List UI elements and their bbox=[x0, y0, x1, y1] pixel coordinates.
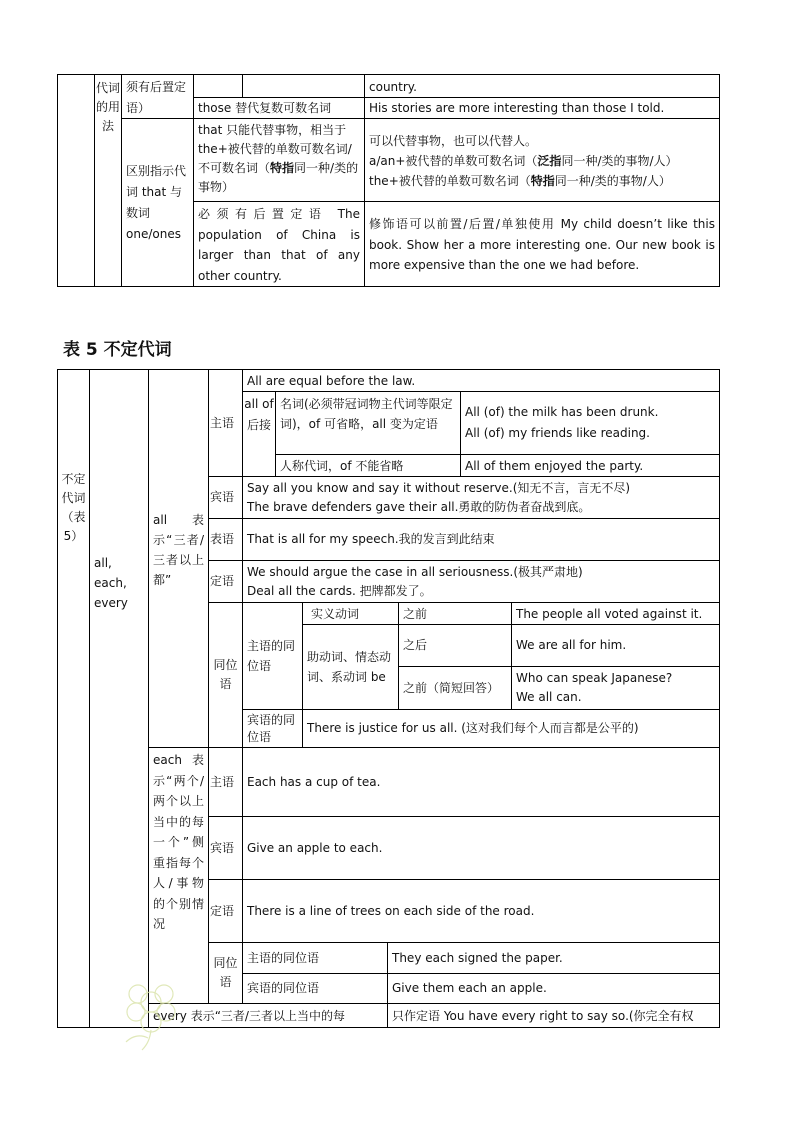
each-subject-label: 主语 bbox=[208, 747, 243, 817]
distinguish-label: 区别指示代词 that 与数词 one/ones bbox=[121, 118, 194, 287]
pronoun-example: All of them enjoyed the party. bbox=[460, 454, 720, 477]
after-label: 之后 bbox=[398, 624, 512, 667]
japanese-example: Who can speak Japanese? We all can. bbox=[511, 666, 720, 710]
all-each-every-label: all, each, every bbox=[89, 369, 149, 1028]
empty-cell bbox=[193, 74, 243, 98]
all-description: all 表示“三者/三者以上都” bbox=[148, 369, 209, 748]
justice-example: There is justice for us all. (这对我们每个人而言都是公平的) bbox=[302, 709, 720, 748]
blank-left-column bbox=[57, 74, 95, 287]
one-usage: 可以代替事物，也可以代替人。 a/an+被代替的单数可数名词（泛指同一种/类的事物/人） the+被代替的单数可数名词（特指同一种/类的事物/人） bbox=[364, 118, 720, 202]
before-short-label: 之前（简短回答） bbox=[398, 666, 512, 710]
pronoun-rule: 人称代词，of 不能省略 bbox=[275, 454, 461, 477]
noun-rule: 名词(必须带冠词物主代词等限定词)，of 可省略，all 变为定语 bbox=[275, 391, 461, 455]
for-him-example: We are all for him. bbox=[511, 624, 720, 667]
those-usage: those 替代复数可数名词 bbox=[193, 97, 365, 119]
each-subject-example: Each has a cup of tea. bbox=[242, 747, 720, 817]
each-object-label: 宾语 bbox=[208, 816, 243, 880]
all-attributive-examples: We should argue the case in all seriousness.(极其严肃地) Deal all the cards. 把牌都发了。 bbox=[242, 560, 720, 603]
every-description: every 表示“三者/三者以上当中的每 bbox=[148, 1003, 388, 1028]
each-object-appositive-label: 宾语的同位语 bbox=[242, 973, 388, 1004]
before-label: 之前 bbox=[398, 602, 512, 625]
subject-appositive-label: 主语的同位语 bbox=[242, 602, 303, 710]
all-appositive-label: 同位语 bbox=[208, 602, 243, 748]
each-object-example: Give an apple to each. bbox=[242, 816, 720, 880]
flower-watermark-icon bbox=[112, 972, 190, 1052]
all-object-label: 宾语 bbox=[208, 476, 243, 519]
country-text: country. bbox=[364, 74, 720, 98]
that-usage: that 只能代替事物，相当于 the+被代替的单数可数名词/不可数名词（特指同一种/类的事物） bbox=[193, 118, 365, 202]
voted-example: The people all voted against it. bbox=[511, 602, 720, 625]
those-example: His stories are more interesting than those I told. bbox=[364, 97, 720, 119]
all-predicative-label: 表语 bbox=[208, 518, 243, 561]
table5-heading: 表 5 不定代词 bbox=[63, 340, 172, 360]
each-object-appositive-example: Give them each an apple. bbox=[387, 973, 720, 1004]
that-post-attributive-example: 必须有后置定语 The population of China is larger than that of any other country. bbox=[193, 201, 365, 287]
each-description: each 表示“两个/两个以上当中的每一个”侧重指每个人/事物的个别情况 bbox=[148, 747, 209, 1004]
each-appositive-label: 同位语 bbox=[208, 942, 243, 1004]
all-subject-label: 主语 bbox=[208, 369, 243, 477]
each-subject-appositive-example: They each signed the paper. bbox=[387, 942, 720, 974]
must-post-attributive-note: 须有后置定语） bbox=[121, 74, 194, 119]
one-modifier-example: 修饰语可以前置/后置/单独使用 My child doesn’t like this book. Show her a more interesting one. Our new book is more expensive than the one we had before. bbox=[364, 201, 720, 287]
each-attributive-label: 定语 bbox=[208, 879, 243, 943]
all-subject-example: All are equal before the law. bbox=[242, 369, 720, 392]
indefinite-pronoun-label: 不定代词（表5） bbox=[57, 369, 90, 1028]
notional-verb-label: 实义动词 bbox=[302, 602, 399, 625]
each-attributive-example: There is a line of trees on each side of the road. bbox=[242, 879, 720, 943]
each-subject-appositive-label: 主语的同位语 bbox=[242, 942, 388, 974]
noun-examples: All (of) the milk has been drunk. All (of) my friends like reading. bbox=[460, 391, 720, 455]
object-appositive-label: 宾语的同位语 bbox=[242, 709, 303, 748]
aux-verbs-label: 助动词、情态动词、系动词 be bbox=[302, 624, 399, 710]
empty-cell bbox=[242, 74, 365, 98]
all-attributive-label: 定语 bbox=[208, 560, 243, 603]
pronoun-usage-label: 代词的用法 bbox=[94, 74, 122, 287]
every-usage: 只作定语 You have every right to say so.(你完全有权 bbox=[387, 1003, 720, 1028]
all-of-label: all of 后接 bbox=[242, 391, 276, 477]
all-object-examples: Say all you know and say it without reserve.(知无不言，言无不尽) The brave defenders gave their all.勇敢的防伪者奋战到底。 bbox=[242, 476, 720, 519]
all-predicative-example: That is all for my speech.我的发言到此结束 bbox=[242, 518, 720, 561]
